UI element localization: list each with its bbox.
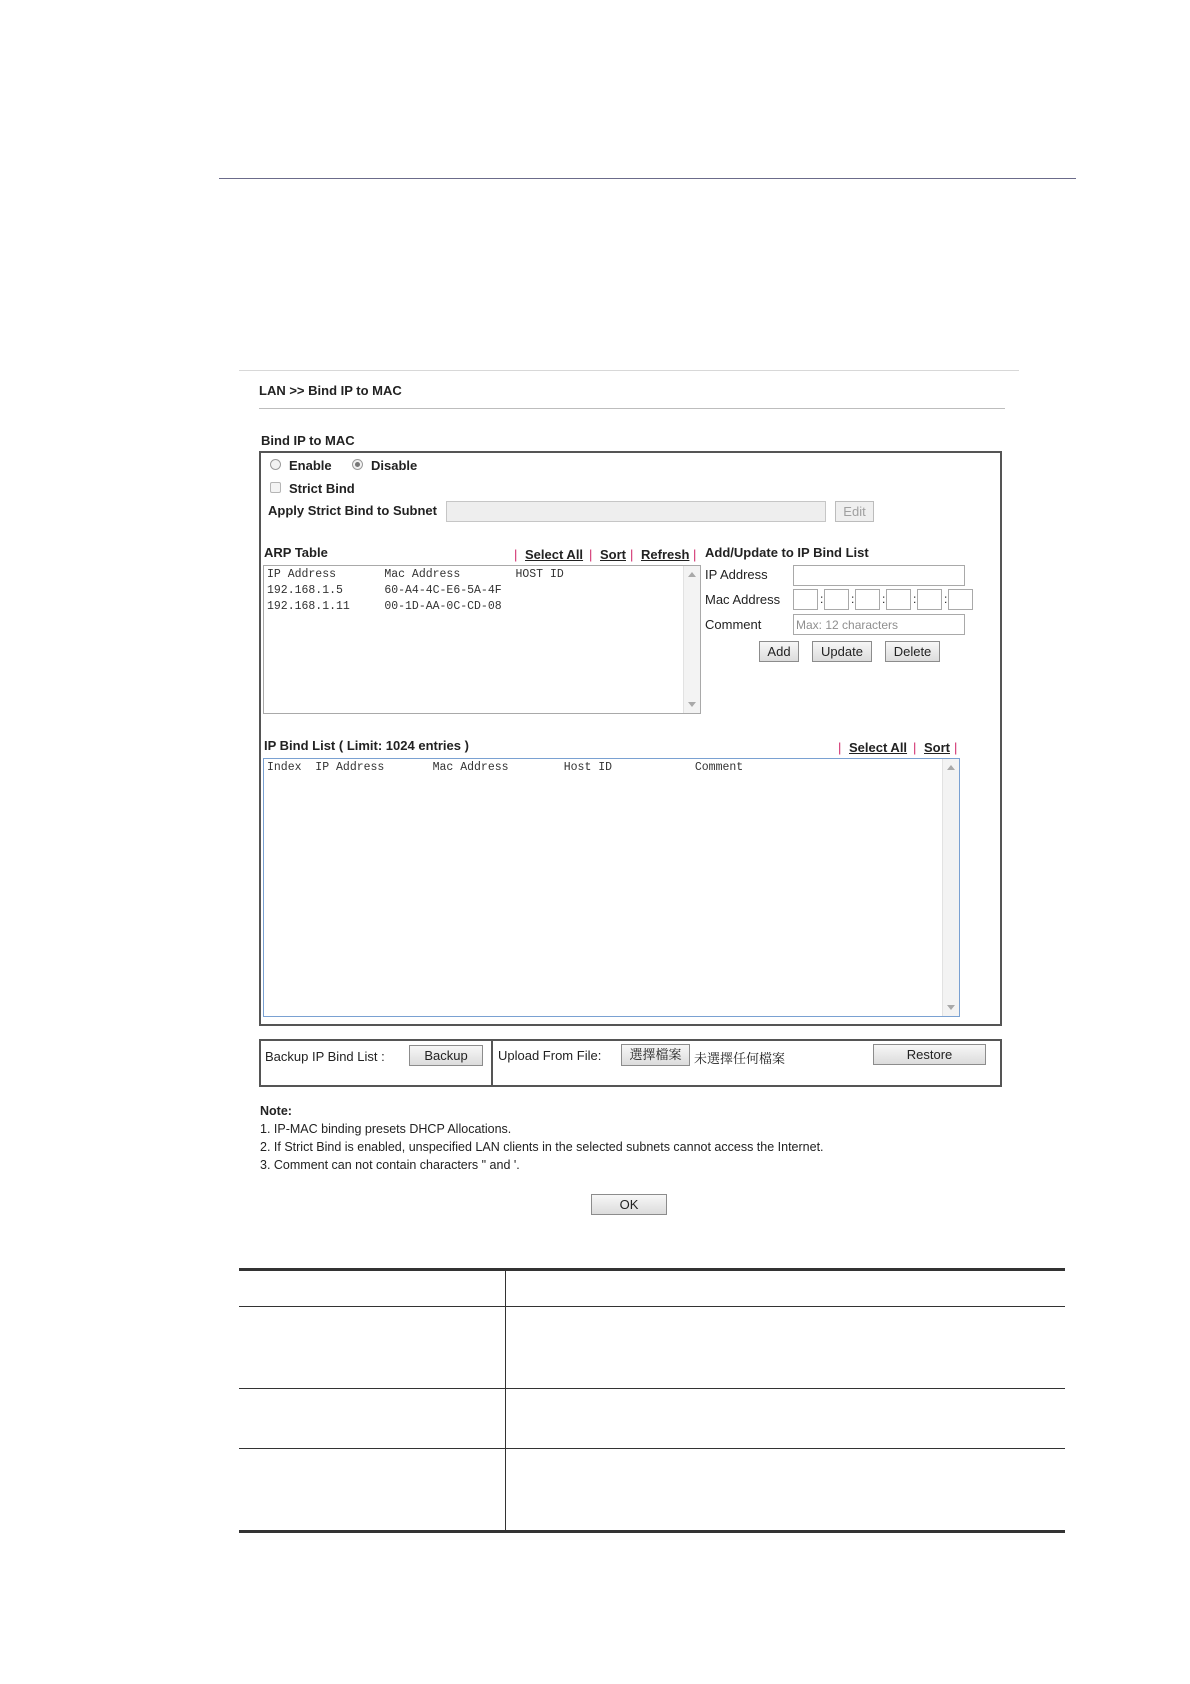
backup-button[interactable]: Backup xyxy=(409,1045,483,1066)
delete-button[interactable]: Delete xyxy=(885,641,940,662)
scroll-down-icon[interactable] xyxy=(947,1005,955,1010)
ip-bind-list[interactable] xyxy=(263,758,960,1017)
mac-separator: : xyxy=(913,592,917,606)
arp-row[interactable]: 192.168.1.5 60-A4-4C-E6-5A-4F xyxy=(267,584,502,597)
strict-bind-label: Strict Bind xyxy=(289,481,355,496)
edit-button[interactable]: Edit xyxy=(835,501,874,522)
mac-separator: : xyxy=(851,592,855,606)
link-separator: | xyxy=(838,740,842,755)
note-title: Note: xyxy=(260,1104,292,1118)
scroll-up-icon[interactable] xyxy=(688,572,696,577)
mac-octet-input[interactable] xyxy=(886,589,911,610)
panel-top-border xyxy=(239,370,1019,371)
table-column-divider xyxy=(505,1268,506,1532)
arp-table-header: IP Address Mac Address HOST ID xyxy=(267,568,564,581)
apply-subnet-label: Apply Strict Bind to Subnet xyxy=(268,503,437,518)
arp-sort-link[interactable]: Sort xyxy=(600,547,626,562)
link-separator: | xyxy=(693,547,697,562)
table-bottom-rule xyxy=(239,1530,1065,1533)
add-update-title: Add/Update to IP Bind List xyxy=(705,545,869,560)
arp-refresh-link[interactable]: Refresh xyxy=(641,547,690,562)
ok-button[interactable]: OK xyxy=(591,1194,667,1215)
disable-radio[interactable] xyxy=(352,459,363,470)
upload-label: Upload From File: xyxy=(498,1048,602,1063)
mac-separator: : xyxy=(944,592,948,606)
mac-octet-input[interactable] xyxy=(917,589,942,610)
bind-sort-link[interactable]: Sort xyxy=(924,740,950,755)
note-item: 2. If Strict Bind is enabled, unspecified LAN clients in the selected subnets cannot access the Internet. xyxy=(260,1140,824,1154)
mac-octet-input[interactable] xyxy=(948,589,973,610)
mac-octet-input[interactable] xyxy=(824,589,849,610)
backup-label: Backup IP Bind List : xyxy=(265,1049,385,1064)
subnet-input[interactable] xyxy=(446,501,826,522)
comment-label: Comment xyxy=(705,617,762,632)
mac-separator: : xyxy=(820,592,824,606)
disable-label: Disable xyxy=(371,458,418,473)
link-separator: | xyxy=(954,740,958,755)
note-item: 1. IP-MAC binding presets DHCP Allocations. xyxy=(260,1122,512,1136)
bind-list-scrollbar[interactable] xyxy=(942,759,959,1016)
link-separator: | xyxy=(913,740,917,755)
mac-address-label: Mac Address xyxy=(705,592,781,607)
no-file-text: 未選擇任何檔案 xyxy=(694,1051,786,1066)
bind-select-all-link[interactable]: Select All xyxy=(849,740,908,755)
arp-row[interactable]: 192.168.1.11 00-1D-AA-0C-CD-08 xyxy=(267,600,502,613)
arp-table-title: ARP Table xyxy=(264,545,328,560)
note-item: 3. Comment can not contain characters " and '. xyxy=(260,1158,520,1172)
restore-button[interactable]: Restore xyxy=(873,1044,986,1065)
mac-separator: : xyxy=(882,592,886,606)
table-top-rule xyxy=(239,1268,1065,1271)
enable-radio[interactable] xyxy=(270,459,281,470)
section-title: Bind IP to MAC xyxy=(261,433,355,448)
update-button[interactable]: Update xyxy=(812,641,872,662)
strict-bind-checkbox[interactable] xyxy=(270,482,281,493)
table-row-rule xyxy=(239,1388,1065,1389)
comment-input[interactable]: Max: 12 characters xyxy=(793,614,965,635)
link-separator: | xyxy=(630,547,634,562)
arp-select-all-link[interactable]: Select All xyxy=(525,547,584,562)
scroll-down-icon[interactable] xyxy=(688,702,696,707)
ip-address-input[interactable] xyxy=(793,565,965,586)
mac-octet-input[interactable] xyxy=(855,589,880,610)
mac-octet-input[interactable] xyxy=(793,589,818,610)
ip-address-label: IP Address xyxy=(705,567,768,582)
arp-scrollbar[interactable] xyxy=(683,566,700,713)
add-button[interactable]: Add xyxy=(759,641,799,662)
backup-divider xyxy=(491,1039,493,1087)
arp-table-list[interactable] xyxy=(263,565,701,714)
scroll-up-icon[interactable] xyxy=(947,765,955,770)
table-row-rule xyxy=(239,1306,1065,1307)
bind-list-title: IP Bind List ( Limit: 1024 entries ) xyxy=(264,738,469,753)
bind-list-header: Index IP Address Mac Address Host ID Comment xyxy=(267,761,744,774)
choose-file-button[interactable]: 選擇檔案 xyxy=(621,1044,690,1066)
breadcrumb: LAN >> Bind IP to MAC xyxy=(259,383,402,398)
link-separator: | xyxy=(589,547,593,562)
breadcrumb-divider xyxy=(259,408,1005,409)
link-separator: | xyxy=(514,547,518,562)
page-top-rule xyxy=(219,178,1076,179)
table-row-rule xyxy=(239,1448,1065,1449)
enable-label: Enable xyxy=(289,458,332,473)
